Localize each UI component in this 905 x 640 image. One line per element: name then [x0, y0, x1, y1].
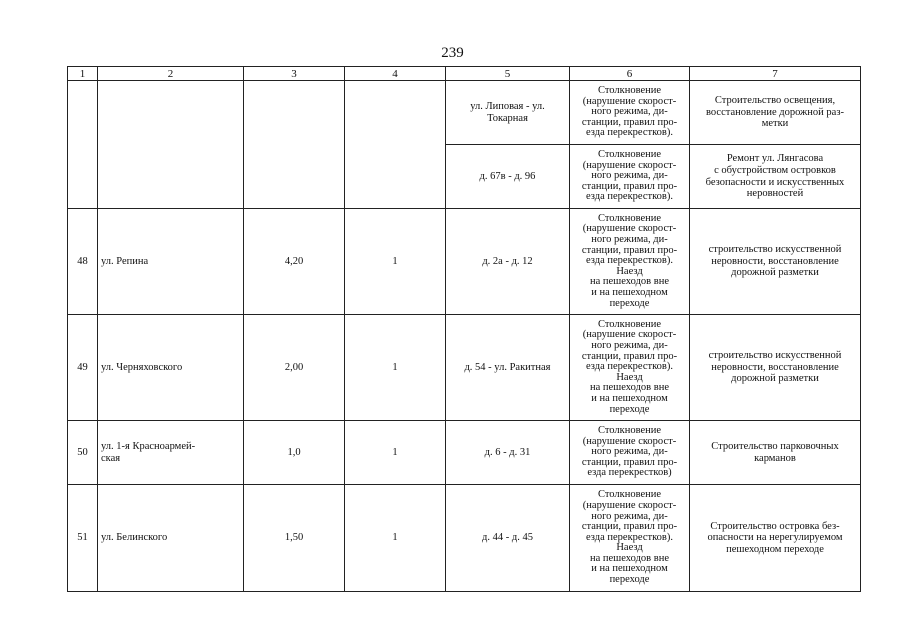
section-cell: д. 6 - д. 31 [446, 421, 570, 485]
column-header: 1 [68, 67, 98, 81]
accident-type-cell: Столкновение (нарушение скорост- ного режима, ди- станции, правил про- езда перекрестков). Наезд на пешеходов вне и на пешеходном переходе [570, 485, 690, 592]
section-cell: д. 44 - д. 45 [446, 485, 570, 592]
street-cell: ул. 1-я Красноармей- ская [98, 421, 244, 485]
count-cell [345, 81, 446, 209]
accident-type-cell: Столкновение (нарушение скорост- ного режима, ди- станции, правил про- езда перекрестков). [570, 145, 690, 209]
row-number-cell [68, 81, 98, 209]
accident-type-cell: Столкновение (нарушение скорост- ного режима, ди- станции, правил про- езда перекрестков). Наезд на пешеходов вне и на пешеходном переходе [570, 209, 690, 315]
count-cell: 1 [345, 421, 446, 485]
section-cell: д. 2а - д. 12 [446, 209, 570, 315]
page-number: 239 [441, 45, 464, 61]
measures-cell: Строительство парковочных карманов [690, 421, 861, 485]
table-row [68, 485, 861, 592]
length-cell: 4,20 [244, 209, 345, 315]
column-header: 6 [570, 67, 690, 81]
column-number-header-row [68, 67, 861, 81]
length-cell: 2,00 [244, 315, 345, 421]
section-cell: д. 67в - д. 96 [446, 145, 570, 209]
accident-type-cell: Столкновение (нарушение скорост- ного режима, ди- станции, правил про- езда перекрестков) [570, 421, 690, 485]
measures-cell: строительство искусственной неровности, восстановление дорожной разметки [690, 209, 861, 315]
measures-cell: строительство искусственной неровности, восстановление дорожной разметки [690, 315, 861, 421]
street-cell: ул. Белинского [98, 485, 244, 592]
table-row [68, 421, 861, 485]
row-number-cell: 50 [68, 421, 98, 485]
accident-type-cell: Столкновение (нарушение скорост- ного режима, ди- станции, правил про- езда перекрестков). [570, 81, 690, 145]
street-cell [98, 81, 244, 209]
column-header: 7 [690, 67, 861, 81]
table-row [68, 315, 861, 421]
accident-type-cell: Столкновение (нарушение скорост- ного режима, ди- станции, правил про- езда перекрестков). Наезд на пешеходов вне и на пешеходном переходе [570, 315, 690, 421]
column-header: 3 [244, 67, 345, 81]
count-cell: 1 [345, 315, 446, 421]
street-cell: ул. Репина [98, 209, 244, 315]
road-safety-table [67, 66, 861, 592]
row-number-cell: 49 [68, 315, 98, 421]
measures-cell: Строительство освещения, восстановление дорожной раз- метки [690, 81, 861, 145]
section-cell: д. 54 - ул. Ракитная [446, 315, 570, 421]
length-cell: 1,50 [244, 485, 345, 592]
measures-cell: Строительство островка без- опасности на нерегулируемом пешеходном переходе [690, 485, 861, 592]
length-cell [244, 81, 345, 209]
length-cell: 1,0 [244, 421, 345, 485]
street-cell: ул. Черняховского [98, 315, 244, 421]
count-cell: 1 [345, 485, 446, 592]
count-cell: 1 [345, 209, 446, 315]
row-number-cell: 51 [68, 485, 98, 592]
column-header: 5 [446, 67, 570, 81]
table-row [68, 81, 861, 145]
section-cell: ул. Липовая - ул. Токарная [446, 81, 570, 145]
measures-cell: Ремонт ул. Лянгасова с обустройством островков безопасности и искусственных неровностей [690, 145, 861, 209]
column-header: 4 [345, 67, 446, 81]
table-row [68, 209, 861, 315]
row-number-cell: 48 [68, 209, 98, 315]
column-header: 2 [98, 67, 244, 81]
